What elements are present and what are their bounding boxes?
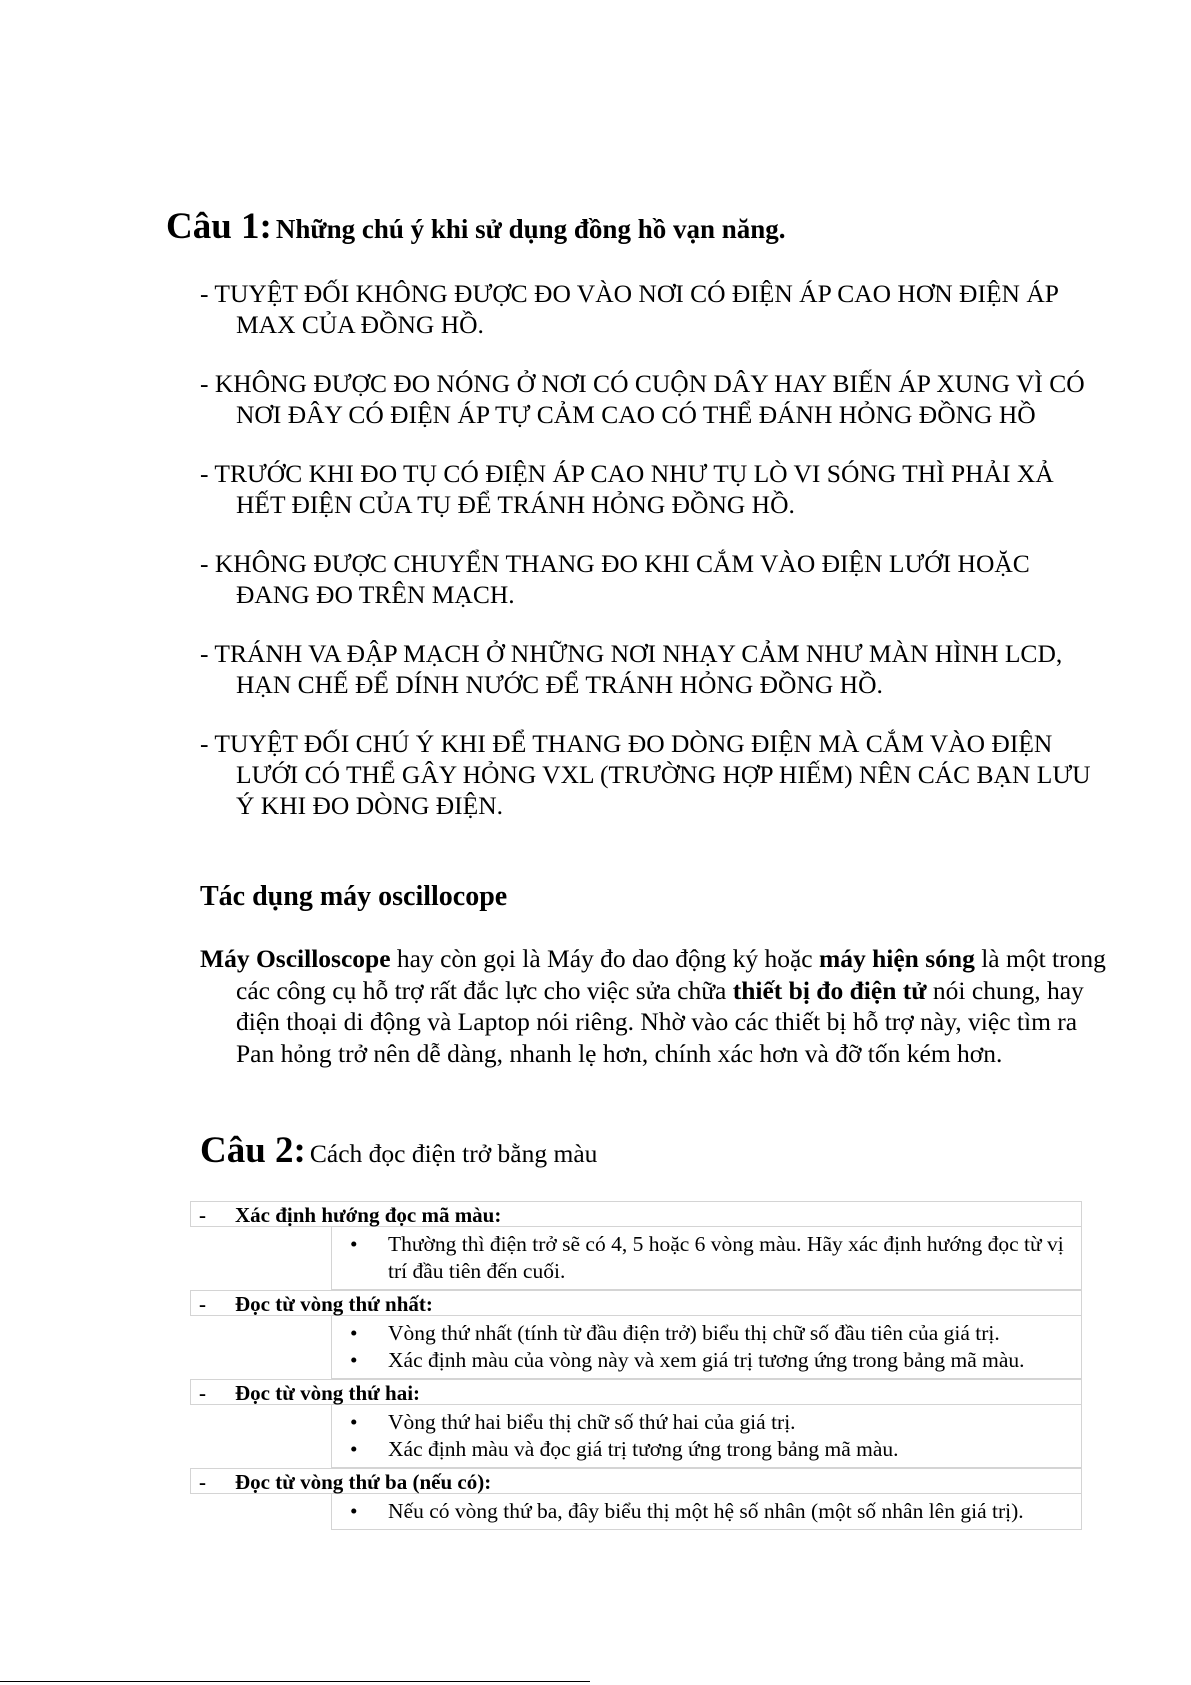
- question-2-title: Cách đọc điện trở bằng màu: [309, 1139, 598, 1168]
- detail-item: [346, 1498, 1081, 1525]
- step-label: Xác định hướng đọc mã màu:: [235, 1203, 502, 1227]
- dash-marker: -: [200, 279, 209, 308]
- step-header: [190, 1468, 1082, 1494]
- resistor-color-steps-table: [190, 1201, 1082, 1530]
- precaution-text: KHÔNG ĐƯỢC CHUYỂN THANG ĐO KHI CẮM VÀO ĐIỆN LƯỚI HOẶC ĐANG ĐO TRÊN MẠCH.: [214, 549, 1030, 609]
- dash-marker: -: [200, 729, 209, 758]
- paragraph-text: là một trong các công cụ hỗ trợ rất đắc lực cho việc sửa chữa: [236, 944, 1106, 1005]
- bullet-dot-icon: •: [350, 1232, 358, 1256]
- dash-marker: -: [200, 369, 209, 398]
- bullet-dot-icon: •: [350, 1437, 358, 1461]
- paragraph-text: nói chung, hay điện thoại di động và Laptop nói riêng. Nhờ vào các thiết bị hỗ trợ này, việc tìm ra Pan hỏng trở nên dễ dàng, nhanh lẹ hơn, chính xác hơn và đỡ tốn kém hơn.: [236, 975, 1084, 1068]
- step-details: [331, 1227, 1082, 1290]
- dash-marker: -: [199, 1470, 206, 1494]
- question-2-heading: [200, 1129, 597, 1172]
- paragraph-text: hay còn gọi là Máy đo dao động ký hoặc: [390, 944, 819, 973]
- step-label: Đọc từ vòng thứ ba (nếu có):: [235, 1470, 492, 1494]
- precaution-text: TRƯỚC KHI ĐO TỤ CÓ ĐIỆN ÁP CAO NHƯ TỤ LÒ VI SÓNG THÌ PHẢI XẢ HẾT ĐIỆN CỦA TỤ ĐỂ TRÁNH HỎNG ĐỒNG HỒ.: [214, 459, 1054, 519]
- detail-item: [346, 1436, 1081, 1463]
- detail-item: [346, 1409, 1081, 1436]
- precaution-text: KHÔNG ĐƯỢC ĐO NÓNG Ở NƠI CÓ CUỘN DÂY HAY BIẾN ÁP XUNG VÌ CÓ NƠI ĐÂY CÓ ĐIỆN ÁP TỰ CẢM CAO CÓ THỂ ĐÁNH HỎNG ĐỒNG HỒ: [214, 369, 1085, 429]
- step-header: [190, 1379, 1082, 1405]
- precaution-item: [200, 548, 1100, 610]
- question-1-title: Những chú ý khi sử dụng đồng hồ vạn năng.: [275, 214, 786, 244]
- question-1-heading: [166, 205, 786, 248]
- oscilloscope-paragraph: [200, 943, 1116, 1069]
- detail-text: Nếu có vòng thứ ba, đây biểu thị một hệ số nhân (một số nhân lên giá trị).: [388, 1499, 1024, 1523]
- detail-item: [346, 1231, 1081, 1285]
- dash-marker: -: [200, 639, 209, 668]
- precaution-text: TRÁNH VA ĐẬP MẠCH Ở NHỮNG NƠI NHẠY CẢM NHƯ MÀN HÌNH LCD, HẠN CHẾ ĐỂ DÍNH NƯỚC ĐỂ TRÁNH HỎNG ĐỒNG HỒ.: [214, 639, 1063, 699]
- precaution-item: [200, 638, 1100, 700]
- precaution-item: [200, 728, 1100, 821]
- dash-marker: -: [200, 459, 209, 488]
- detail-item: [346, 1320, 1081, 1347]
- detail-text: Thường thì điện trở sẽ có 4, 5 hoặc 6 vòng màu. Hãy xác định hướng đọc từ vị trí đầu tiên đến cuối.: [388, 1232, 1064, 1283]
- oscilloscope-alt-term: máy hiện sóng: [818, 944, 975, 973]
- question-2-number: Câu 2:: [200, 1130, 306, 1171]
- precaution-item: [200, 368, 1100, 430]
- dash-marker: -: [200, 549, 209, 578]
- step-details: [331, 1405, 1082, 1468]
- detail-item: [346, 1347, 1081, 1374]
- oscilloscope-term: Máy Oscilloscope: [200, 944, 391, 973]
- question-1-number: Câu 1:: [166, 206, 272, 247]
- precaution-item: [200, 458, 1100, 520]
- dash-marker: -: [199, 1381, 206, 1405]
- detail-text: Vòng thứ hai biểu thị chữ số thứ hai của giá trị.: [388, 1410, 796, 1434]
- multimeter-precautions-list: [200, 278, 1100, 849]
- dash-marker: -: [199, 1292, 206, 1316]
- detail-text: Xác định màu và đọc giá trị tương ứng trong bảng mã màu.: [388, 1437, 899, 1461]
- oscilloscope-heading: Tác dụng máy oscillocope: [200, 881, 508, 912]
- precaution-text: TUYỆT ĐỐI CHÚ Ý KHI ĐỂ THANG ĐO DÒNG ĐIỆN MÀ CẮM VÀO ĐIỆN LƯỚI CÓ THỂ GÂY HỎNG VXL (TRƯỜNG HỢP HIẾM) NÊN CÁC BẠN LƯU Ý KHI ĐO DÒNG ĐIỆN.: [214, 729, 1091, 820]
- step-header: [190, 1201, 1082, 1227]
- electronics-term: thiết bị đo điện tử: [732, 975, 927, 1005]
- detail-text: Xác định màu của vòng này và xem giá trị tương ứng trong bảng mã màu.: [388, 1348, 1025, 1372]
- detail-text: Vòng thứ nhất (tính từ đầu điện trở) biểu thị chữ số đầu tiên của giá trị.: [388, 1321, 1000, 1345]
- bullet-dot-icon: •: [350, 1321, 358, 1345]
- bullet-dot-icon: •: [350, 1410, 358, 1434]
- footnote-separator: [0, 1681, 590, 1682]
- step-header: [190, 1290, 1082, 1316]
- precaution-text: TUYỆT ĐỐI KHÔNG ĐƯỢC ĐO VÀO NƠI CÓ ĐIỆN ÁP CAO HƠN ĐIỆN ÁP MAX CỦA ĐỒNG HỒ.: [214, 279, 1058, 339]
- bullet-dot-icon: •: [350, 1499, 358, 1523]
- precaution-item: [200, 278, 1100, 340]
- dash-marker: -: [199, 1203, 206, 1227]
- step-details: [331, 1316, 1082, 1379]
- bullet-dot-icon: •: [350, 1348, 358, 1372]
- step-label: Đọc từ vòng thứ nhất:: [235, 1292, 433, 1316]
- step-label: Đọc từ vòng thứ hai:: [235, 1381, 421, 1405]
- step-details: [331, 1494, 1082, 1530]
